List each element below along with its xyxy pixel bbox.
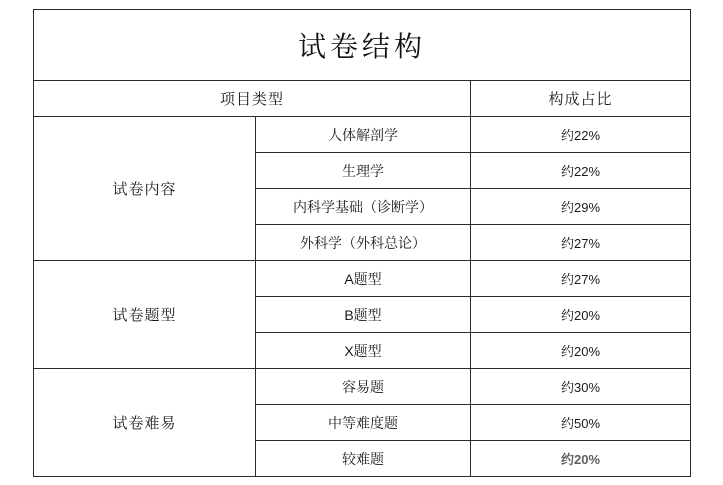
page-title: 试卷结构 [34,10,691,81]
item-label: 人体解剖学 [256,117,471,153]
item-label: 内科学基础（诊断学） [256,189,471,225]
proportion-value: 约22% [471,117,691,153]
group-label: 试卷难易 [34,369,256,477]
item-label: 中等难度题 [256,405,471,441]
proportion-value: 约29% [471,189,691,225]
exam-structure-table-wrapper [33,9,690,477]
header-proportion: 构成占比 [471,81,691,117]
proportion-value: 约30% [471,369,691,405]
proportion-value: 约27% [471,261,691,297]
table-row [34,261,691,297]
item-label: B题型 [256,297,471,333]
item-label: 容易题 [256,369,471,405]
proportion-value: 约20% [471,297,691,333]
proportion-value: 约20% [471,441,691,477]
header-row [34,81,691,117]
proportion-value: 约20% [471,333,691,369]
header-category: 项目类型 [34,81,471,117]
exam-structure-table [33,9,691,477]
item-label: 较难题 [256,441,471,477]
title-row [34,10,691,81]
item-label: A题型 [256,261,471,297]
group-label: 试卷题型 [34,261,256,369]
item-label: X题型 [256,333,471,369]
item-label: 外科学（外科总论） [256,225,471,261]
proportion-value: 约27% [471,225,691,261]
table-row [34,369,691,405]
group-label: 试卷内容 [34,117,256,261]
proportion-value: 约22% [471,153,691,189]
proportion-value: 约50% [471,405,691,441]
table-row [34,117,691,153]
table-body [34,10,691,477]
item-label: 生理学 [256,153,471,189]
